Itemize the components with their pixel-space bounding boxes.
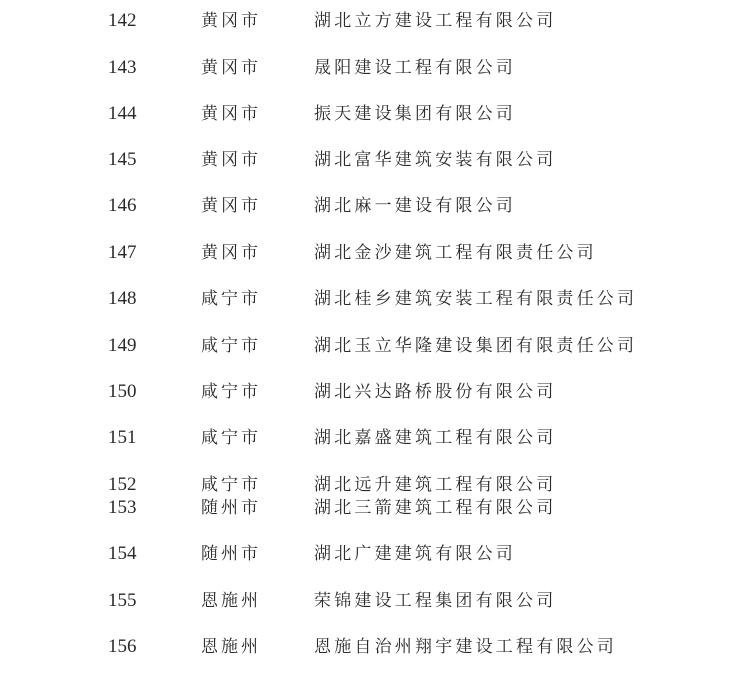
row-number: 147 xyxy=(108,242,137,263)
table-row xyxy=(0,8,742,34)
row-city: 咸宁市 xyxy=(201,289,261,309)
row-city: 随州市 xyxy=(201,498,261,518)
row-number: 151 xyxy=(108,427,137,448)
table-row xyxy=(0,240,742,266)
row-company-name: 振天建设集团有限公司 xyxy=(314,104,516,124)
row-company-name: 湖北桂乡建筑安装工程有限责任公司 xyxy=(314,289,638,309)
row-city: 黄冈市 xyxy=(201,150,261,170)
row-company-name: 湖北嘉盛建筑工程有限公司 xyxy=(314,428,557,448)
row-company-name: 荣锦建设工程集团有限公司 xyxy=(314,591,557,611)
row-city: 黄冈市 xyxy=(201,243,261,263)
row-city: 黄冈市 xyxy=(201,58,261,78)
row-company-name: 湖北玉立华隆建设集团有限责任公司 xyxy=(314,336,638,356)
table-row xyxy=(0,333,742,359)
row-city: 咸宁市 xyxy=(201,428,261,448)
table-row xyxy=(0,541,742,567)
row-company-name: 湖北金沙建筑工程有限责任公司 xyxy=(314,243,597,263)
row-company-name: 恩施自治州翔宇建设工程有限公司 xyxy=(314,637,617,657)
table-row xyxy=(0,425,742,451)
row-company-name: 湖北三箭建筑工程有限公司 xyxy=(314,498,557,518)
row-number: 156 xyxy=(108,636,137,657)
row-company-name: 湖北富华建筑安装有限公司 xyxy=(314,150,557,170)
table-row xyxy=(0,634,742,660)
table-row xyxy=(0,286,742,312)
table-row xyxy=(0,55,742,81)
table-row xyxy=(0,495,742,521)
table-row xyxy=(0,147,742,173)
row-city: 黄冈市 xyxy=(201,196,261,216)
row-company-name: 湖北麻一建设有限公司 xyxy=(314,196,516,216)
row-company-name: 湖北兴达路桥股份有限公司 xyxy=(314,382,557,402)
row-city: 随州市 xyxy=(201,544,261,564)
row-number: 153 xyxy=(108,497,137,518)
row-number: 154 xyxy=(108,543,137,564)
row-city: 恩施州 xyxy=(201,591,261,611)
row-company-name: 湖北广建建筑有限公司 xyxy=(314,544,516,564)
row-city: 黄冈市 xyxy=(201,11,261,31)
table-row xyxy=(0,193,742,219)
row-number: 143 xyxy=(108,57,137,78)
table-row xyxy=(0,588,742,614)
row-number: 142 xyxy=(108,10,137,31)
row-company-name: 晟阳建设工程有限公司 xyxy=(314,58,516,78)
row-company-name: 湖北远升建筑工程有限公司 xyxy=(314,475,557,495)
row-number: 152 xyxy=(108,474,137,495)
row-city: 黄冈市 xyxy=(201,104,261,124)
row-city: 咸宁市 xyxy=(201,475,261,495)
row-number: 146 xyxy=(108,195,137,216)
table-row xyxy=(0,101,742,127)
row-number: 155 xyxy=(108,590,137,611)
row-number: 148 xyxy=(108,288,137,309)
row-number: 149 xyxy=(108,335,137,356)
row-number: 144 xyxy=(108,103,137,124)
row-number: 150 xyxy=(108,381,137,402)
row-company-name: 湖北立方建设工程有限公司 xyxy=(314,11,557,31)
row-city: 恩施州 xyxy=(201,637,261,657)
row-number: 145 xyxy=(108,149,137,170)
table-row xyxy=(0,379,742,405)
row-city: 咸宁市 xyxy=(201,336,261,356)
row-city: 咸宁市 xyxy=(201,382,261,402)
